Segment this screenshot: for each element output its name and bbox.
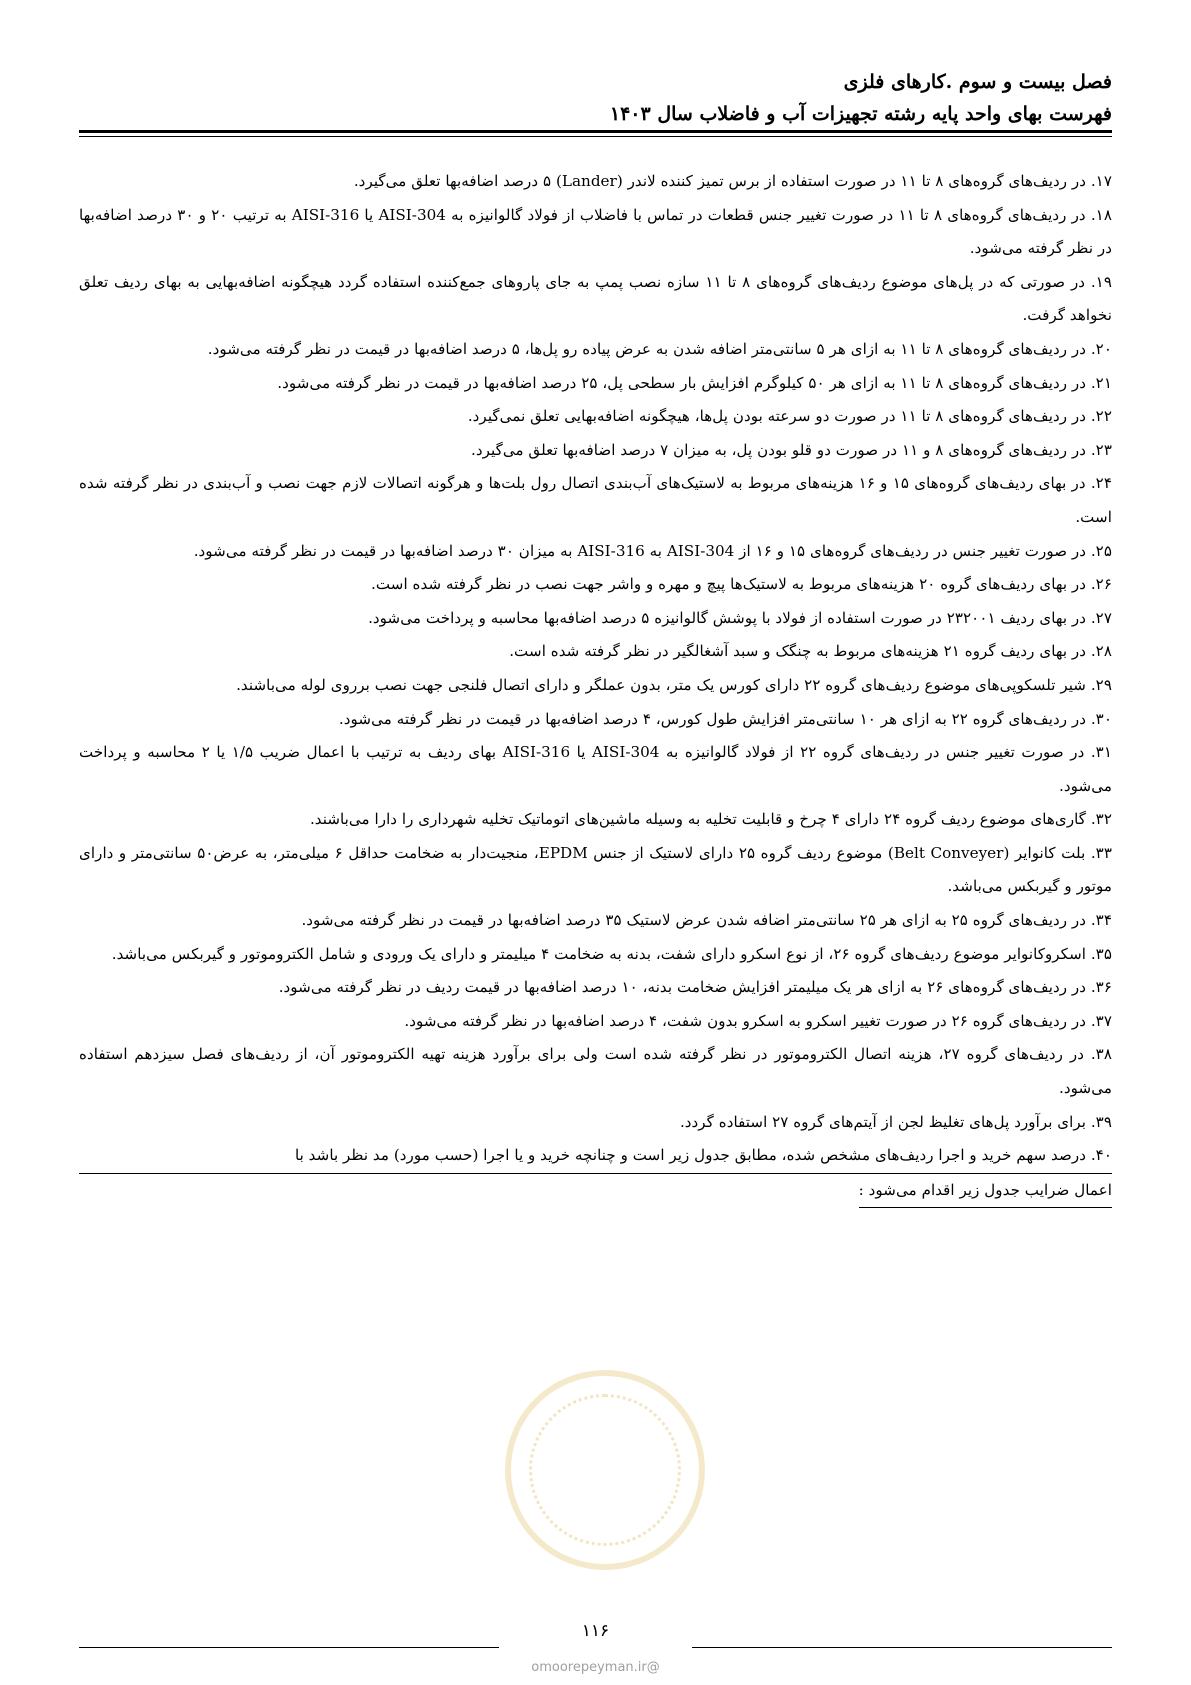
list-item: ۳۵. اسکروکانوایر موضوع ردیف‌های گروه ۲۶، از نوع اسکرو دارای شفت، بدنه به ضخامت ۴ میلیمتر و دارای یک ورودی و شامل الکتروموتور و گیربکس می‌باشد. xyxy=(111,944,1112,963)
list-item: ۲۰. در ردیف‌های گروه‌های ۸ تا ۱۱ به ازای هر ۵ سانتی‌متر اضافه شدن به عرض پیاده رو پل‌ها، ۵ درصد اضافه‌بها در قیمت در نظر گرفته می‌شود. xyxy=(207,339,1112,358)
list-item: ۳۹. برای برآورد پل‌های تغلیظ لجن از آیتم‌های گروه ۲۷ استفاده گردد. xyxy=(679,1112,1112,1131)
list-item: ۲۶. در بهای ردیف‌های گروه ۲۰ هزینه‌های مربوط به لاستیک‌ها پیچ و مهره و واشر جهت نصب در نظر گرفته شده است. xyxy=(371,575,1112,594)
list-item: ۳۷. در ردیف‌های گروه ۲۶ در صورت تغییر اسکرو به اسکرو بدون شفت، ۴ درصد اضافه‌بها در نظر گرفته می‌شود. xyxy=(404,1011,1112,1030)
footer-rule-left xyxy=(79,1647,499,1648)
footer-rule-right xyxy=(692,1647,1112,1648)
notes-list xyxy=(79,165,1112,1208)
list-item: ۲۴. در بهای ردیف‌های گروه‌های ۱۵ و ۱۶ هزینه‌های مربوط به لاستیک‌های آب‌بندی اتصال رول بلت‌ها و هرگونه اتصالات لازم جهت نصب و آب‌بندی در نظر گرفته شده است. xyxy=(79,474,1112,526)
list-item: ۲۳. در ردیف‌های گروه‌های ۸ و ۱۱ در صورت دو قلو بودن پل، به میزان ۷ درصد اضافه‌بها تعلق می‌گیرد. xyxy=(471,440,1112,459)
site-watermark: @omoorepeyman.ir xyxy=(531,1660,660,1675)
list-item: ۳۸. در ردیف‌های گروه ۲۷، هزینه اتصال الکتروموتور در نظر گرفته شده است ولی برای برآورد هزینه تهیه الکتروموتور آن، از ردیف‌های فصل سیزدهم استفاده می‌شود. xyxy=(79,1045,1112,1098)
list-item: ۲۵. در صورت تغییر جنس در ردیف‌های گروه‌های ۱۵ و ۱۶ از AISI-304 به AISI-316 به میزان ۳۰ درصد اضافه‌بها در قیمت در نظر گرفته می‌شود. xyxy=(193,541,1112,560)
list-item: ۱۹. در صورتی که در پل‌های موضوع ردیف‌های گروه‌های ۸ تا ۱۱ سازه نصب پمپ به جای پاروهای جمع‌کننده استفاده گردد هیچگونه اضافه‌بهایی به بهای ردیف تعلق نخواهد گرفت. xyxy=(79,272,1112,325)
list-item: ۲۲. در ردیف‌های گروه‌های ۸ تا ۱۱ در صورت دو سرعته بودن پل‌ها، هیچگونه اضافه‌بهایی تعلق نمی‌گیرد. xyxy=(467,407,1112,426)
list-item: ۱۷. در ردیف‌های گروه‌های ۸ تا ۱۱ در صورت استفاده از برس تمیز کننده لاندر (Lander) ۵ درصد اضافه‌بها تعلق می‌گیرد. xyxy=(353,172,1112,190)
document-title: فهرست بهای واحد پایه رشته تجهیزات آب و فاضلاب سال ۱۴۰۳ xyxy=(609,103,1112,125)
list-item-continuation: اعمال ضرایب جدول زیر اقدام می‌شود : xyxy=(859,1174,1112,1209)
list-item: ۳۴. در ردیف‌های گروه ۲۵ به ازای هر ۲۵ سانتی‌متر اضافه شدن عرض لاستیک ۳۵ درصد اضافه‌بها در قیمت در نظر گرفته می‌شود. xyxy=(301,911,1112,930)
list-item: ۳۶. در ردیف‌های گروه‌های ۲۶ به ازای هر یک میلیمتر افزایش ضخامت بدنه، ۱۰ درصد اضافه‌بها در قیمت ردیف در نظر گرفته می‌شود. xyxy=(278,978,1112,997)
seal-watermark xyxy=(505,1370,705,1570)
list-item: ۴۰. درصد سهم خرید و اجرا ردیف‌های مشخص شده، مطابق جدول زیر است و چنانچه خرید و یا اجرا (حسب مورد) مد نظر باشد با xyxy=(79,1139,1112,1174)
list-item: ۲۱. در ردیف‌های گروه‌های ۸ تا ۱۱ به ازای هر ۵۰ کیلوگرم افزایش بار سطحی پل، ۲۵ درصد اضافه‌بها در قیمت در نظر گرفته می‌شود. xyxy=(277,373,1112,392)
header-rule-thick xyxy=(79,130,1112,133)
list-item: ۲۹. شیر تلسکوپی‌های موضوع ردیف‌های گروه ۲۲ دارای کورس یک متر، بدون عملگر و دارای اتصال فلنجی جهت نصب برروی لوله می‌باشند. xyxy=(236,675,1112,694)
page-number: ۱۱۶ xyxy=(581,1621,610,1641)
header-rule-thin xyxy=(79,136,1112,137)
list-item: ۱۸. در ردیف‌های گروه‌های ۸ تا ۱۱ در صورت تغییر جنس قطعات در تماس با فاضلاب از فولاد گالوانیزه به AISI-304 یا AISI-316 به ترتیب ۲۰ و ۳۰ درصد اضافه‌بها در نظر گرفته می‌شود. xyxy=(79,205,1112,258)
page-header xyxy=(79,66,1112,130)
chapter-title: فصل بیست و سوم .کارهای فلزی xyxy=(843,71,1112,93)
list-item: ۳۰. در ردیف‌های گروه ۲۲ به ازای هر ۱۰ سانتی‌متر افزایش طول کورس، ۴ درصد اضافه‌بها در قیمت در نظر گرفته می‌شود. xyxy=(338,709,1112,728)
list-item: ۳۱. در صورت تغییر جنس در ردیف‌های گروه ۲۲ از فولاد گالوانیزه به AISI-304 یا AISI-316 بهای ردیف به ترتیب با اعمال ضریب ۱/۵ یا ۲ محاسبه و پرداخت می‌شود. xyxy=(79,743,1112,795)
list-item: ۲۷. در بهای ردیف ۲۳۲۰۰۱ در صورت استفاده از فولاد با پوشش گالوانیزه ۵ درصد اضافه‌بها محاسبه و پرداخت می‌شود. xyxy=(368,608,1112,627)
list-item: ۳۳. بلت کانوایر (Belt Conveyer) موضوع ردیف گروه ۲۵ دارای لاستیک از جنس EPDM، منجیت‌دار به ضخامت حداقل ۶ میلی‌متر، به عرض۵۰ سانتی‌متر و دارای موتور و گیربکس می‌باشد. xyxy=(79,843,1112,896)
list-item: ۲۸. در بهای ردیف گروه ۲۱ هزینه‌های مربوط به چنگک و سبد آشغالگیر در نظر گرفته شده است. xyxy=(509,642,1112,661)
list-item: ۳۲. گاری‌های موضوع ردیف گروه ۲۴ دارای ۴ چرخ و قابلیت تخلیه به وسیله ماشین‌های اتوماتیک تخلیه شهرداری را دارا می‌باشند. xyxy=(309,810,1112,829)
